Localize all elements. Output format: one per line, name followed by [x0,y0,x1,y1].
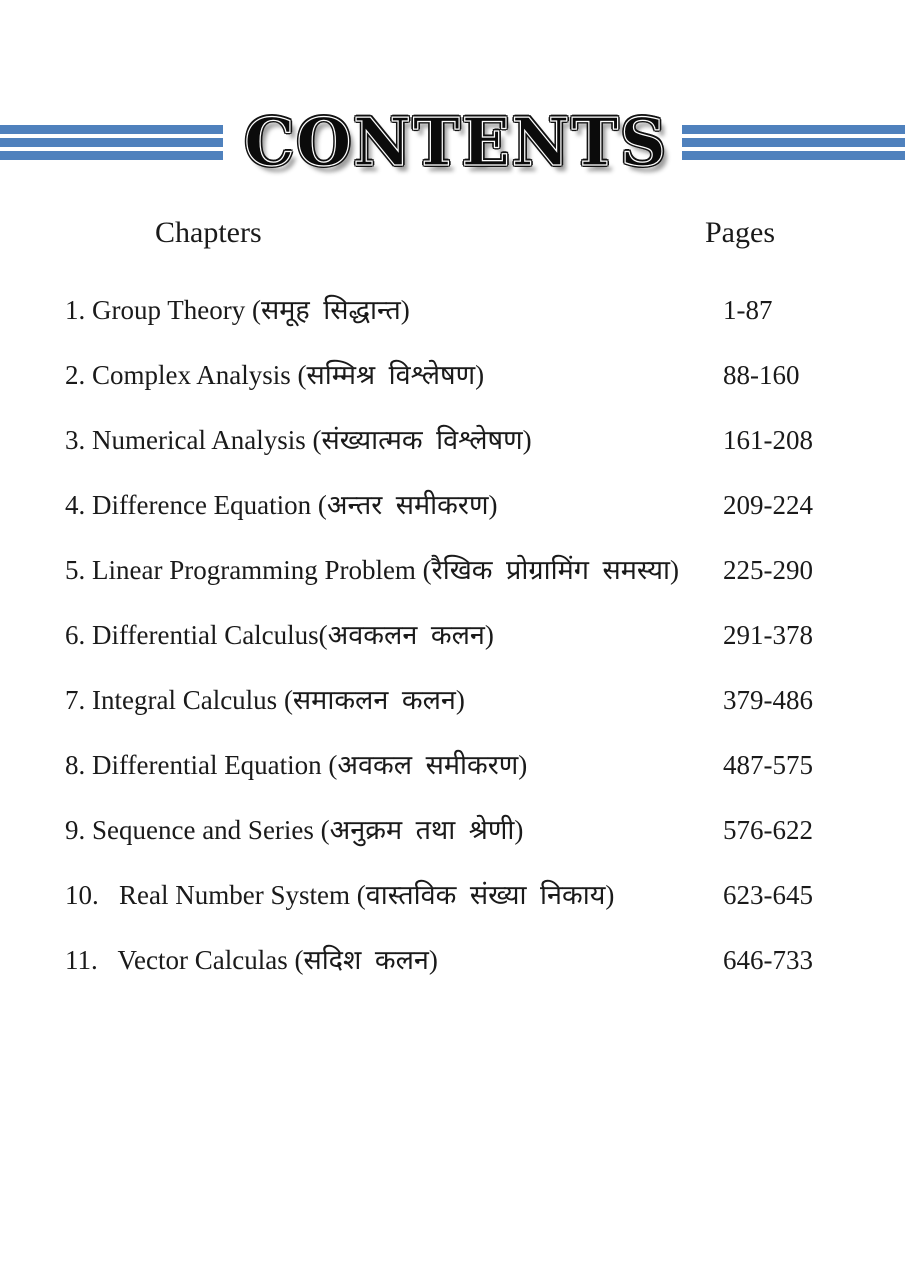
chapter-row [65,553,905,587]
chapter-pages: 646-733 [723,945,813,975]
chapter-row [65,423,905,457]
chapter-row [65,943,905,977]
chapter-label: 5. Linear Programming Problem (रैखिक प्रोग्रामिंग समस्या) [65,555,679,585]
column-headers [0,214,905,251]
chapter-pages: 1-87 [723,295,773,325]
stripe-bar [682,125,905,134]
chapter-label: 10. Real Number System (वास्तविक संख्या निकाय) [65,880,615,910]
contents-page [0,102,905,1280]
chapter-row [65,748,905,782]
chapter-label: 7. Integral Calculus (समाकलन कलन) [65,685,465,715]
chapter-label: 11. Vector Calculas (सदिश कलन) [65,945,438,975]
chapter-label: 8. Differential Equation (अवकल समीकरण) [65,750,528,780]
stripe-bar [682,138,905,147]
pages-column-header: Pages [705,216,775,249]
chapter-label: 1. Group Theory (समूह सिद्धान्त) [65,295,410,325]
chapter-label: 9. Sequence and Series (अनुक्रम तथा श्रेणी) [65,815,524,845]
chapter-pages: 161-208 [723,425,813,455]
chapter-label: 3. Numerical Analysis (संख्यात्मक विश्लेषण) [65,425,532,455]
stripe-bar [0,151,223,160]
chapter-pages: 487-575 [723,750,813,780]
chapter-pages: 209-224 [723,490,813,520]
chapter-pages: 225-290 [723,555,813,585]
chapter-label: 4. Difference Equation (अन्तर समीकरण) [65,490,498,520]
chapter-label: 2. Complex Analysis (सम्मिश्र विश्लेषण) [65,360,485,390]
chapter-row [65,488,905,522]
chapter-label: 6. Differential Calculus(अवकलन कलन) [65,620,494,650]
chapter-row [65,293,905,327]
chapter-pages: 291-378 [723,620,813,650]
chapter-pages: 88-160 [723,360,800,390]
stripe-bar [0,125,223,134]
chapter-row [65,683,905,717]
stripe-bar [0,138,223,147]
chapter-pages: 623-645 [723,880,813,910]
chapter-pages: 576-622 [723,815,813,845]
chapter-row [65,878,905,912]
chapter-pages: 379-486 [723,685,813,715]
chapters-column-header: Chapters [155,216,262,249]
chapter-row [65,358,905,392]
chapter-row [65,618,905,652]
title-stripes-right [682,125,905,160]
stripe-bar [682,151,905,160]
chapter-list [0,293,905,977]
page-title: CONTENTS [244,103,668,181]
title-band [0,102,905,182]
title-stripes-left [0,125,223,160]
chapter-row [65,813,905,847]
